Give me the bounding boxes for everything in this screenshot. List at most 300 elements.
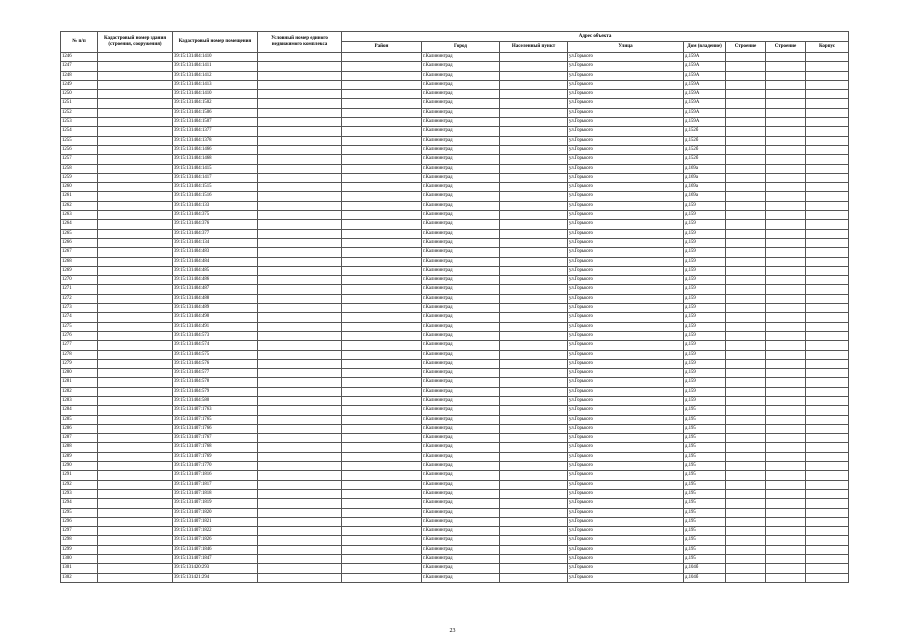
cell-complex xyxy=(258,350,342,359)
cell-building xyxy=(98,424,173,433)
cell-settlement xyxy=(500,71,568,80)
cell-house: д.169а xyxy=(684,192,726,201)
cell-room: 39:15:131404:1413 xyxy=(173,80,258,89)
cell-street: ул.Горького xyxy=(568,276,684,285)
cell-city: г.Калининград xyxy=(422,90,500,99)
cell-street: ул.Горького xyxy=(568,201,684,210)
cell-city: г.Калининград xyxy=(422,564,500,573)
cell-num: 1260 xyxy=(61,183,98,192)
cell-district xyxy=(342,369,422,378)
cell-num: 1277 xyxy=(61,341,98,350)
cell-num: 1282 xyxy=(61,387,98,396)
cell-room: 39:15:131407:1767 xyxy=(173,434,258,443)
cell-num: 1272 xyxy=(61,294,98,303)
cell-block xyxy=(806,573,849,582)
cell-structure xyxy=(766,396,806,405)
cell-city: г.Калининград xyxy=(422,294,500,303)
cell-city: г.Калининград xyxy=(422,183,500,192)
cell-corpus xyxy=(726,80,766,89)
cell-building xyxy=(98,471,173,480)
cell-structure xyxy=(766,192,806,201)
cell-room: 39:15:131404:1506 xyxy=(173,108,258,117)
cell-structure xyxy=(766,71,806,80)
cell-room: 39:15:131404:580 xyxy=(173,396,258,405)
cell-city: г.Калининград xyxy=(422,378,500,387)
cell-city: г.Калининград xyxy=(422,201,500,210)
cell-building xyxy=(98,564,173,573)
cell-block xyxy=(806,480,849,489)
cell-num: 1273 xyxy=(61,304,98,313)
cell-district xyxy=(342,192,422,201)
cell-structure xyxy=(766,331,806,340)
cell-city: г.Калининград xyxy=(422,173,500,182)
cell-num: 1300 xyxy=(61,555,98,564)
header-city: Город xyxy=(422,42,500,53)
cell-house: д.159 xyxy=(684,369,726,378)
cell-settlement xyxy=(500,294,568,303)
cell-house: д.195 xyxy=(684,489,726,498)
table-row xyxy=(61,108,849,117)
cell-settlement xyxy=(500,145,568,154)
cell-structure xyxy=(766,462,806,471)
cell-complex xyxy=(258,471,342,480)
cell-complex xyxy=(258,517,342,526)
cell-corpus xyxy=(726,276,766,285)
cell-street: ул.Горького xyxy=(568,155,684,164)
cell-corpus xyxy=(726,99,766,108)
cell-settlement xyxy=(500,276,568,285)
cell-structure xyxy=(766,266,806,275)
cell-street: ул.Горького xyxy=(568,369,684,378)
cell-room: 39:15:131407:1817 xyxy=(173,480,258,489)
cell-district xyxy=(342,350,422,359)
cell-district xyxy=(342,471,422,480)
cell-building xyxy=(98,527,173,536)
cell-district xyxy=(342,229,422,238)
cell-settlement xyxy=(500,387,568,396)
cell-settlement xyxy=(500,118,568,127)
cell-corpus xyxy=(726,387,766,396)
cell-structure xyxy=(766,452,806,461)
cell-room: 39:15:131404:377 xyxy=(173,229,258,238)
cell-num: 1264 xyxy=(61,220,98,229)
cell-building xyxy=(98,145,173,154)
cell-structure xyxy=(766,499,806,508)
cell-settlement xyxy=(500,285,568,294)
cell-corpus xyxy=(726,406,766,415)
cell-street: ул.Горького xyxy=(568,173,684,182)
cell-building xyxy=(98,517,173,526)
cell-corpus xyxy=(726,71,766,80)
cell-house: д.195 xyxy=(684,508,726,517)
cell-settlement xyxy=(500,229,568,238)
cell-complex xyxy=(258,573,342,582)
cell-building xyxy=(98,545,173,554)
cell-block xyxy=(806,285,849,294)
cell-house: д.159А xyxy=(684,108,726,117)
cell-city: г.Калининград xyxy=(422,220,500,229)
cell-building xyxy=(98,238,173,247)
cell-num: 1287 xyxy=(61,434,98,443)
cell-corpus xyxy=(726,136,766,145)
cell-district xyxy=(342,331,422,340)
cell-corpus xyxy=(726,517,766,526)
cell-street: ул.Горького xyxy=(568,145,684,154)
cell-structure xyxy=(766,480,806,489)
cell-district xyxy=(342,304,422,313)
cell-block xyxy=(806,276,849,285)
cell-district xyxy=(342,341,422,350)
table-row xyxy=(61,480,849,489)
cell-block xyxy=(806,406,849,415)
cell-room: 39:15:131404:578 xyxy=(173,378,258,387)
cell-house: д.159 xyxy=(684,359,726,368)
cell-structure xyxy=(766,201,806,210)
cell-structure xyxy=(766,350,806,359)
cell-block xyxy=(806,80,849,89)
cell-settlement xyxy=(500,80,568,89)
table-row xyxy=(61,443,849,452)
cell-complex xyxy=(258,136,342,145)
cell-corpus xyxy=(726,573,766,582)
cell-house: д.104б xyxy=(684,573,726,582)
cell-num: 1280 xyxy=(61,369,98,378)
cell-settlement xyxy=(500,322,568,331)
cell-settlement xyxy=(500,489,568,498)
cell-street: ул.Горького xyxy=(568,229,684,238)
cell-building xyxy=(98,164,173,173)
cell-room: 39:15:131407:1818 xyxy=(173,489,258,498)
cell-complex xyxy=(258,331,342,340)
cell-city: г.Калининград xyxy=(422,359,500,368)
cell-city: г.Калининград xyxy=(422,285,500,294)
cell-room: 39:15:131420:293 xyxy=(173,564,258,573)
cell-block xyxy=(806,183,849,192)
cell-block xyxy=(806,108,849,117)
cell-house: д.159 xyxy=(684,396,726,405)
cell-building xyxy=(98,248,173,257)
cell-district xyxy=(342,313,422,322)
cell-block xyxy=(806,173,849,182)
cell-room: 39:15:131404:486 xyxy=(173,276,258,285)
cell-street: ул.Горького xyxy=(568,266,684,275)
cell-district xyxy=(342,378,422,387)
cell-settlement xyxy=(500,341,568,350)
cell-street: ул.Горького xyxy=(568,80,684,89)
cell-settlement xyxy=(500,90,568,99)
cell-district xyxy=(342,555,422,564)
cell-city: г.Калининград xyxy=(422,396,500,405)
cell-complex xyxy=(258,313,342,322)
cell-room: 39:15:131404:1377 xyxy=(173,127,258,136)
cell-corpus xyxy=(726,145,766,154)
cell-building xyxy=(98,434,173,443)
cell-block xyxy=(806,266,849,275)
cell-block xyxy=(806,304,849,313)
cell-settlement xyxy=(500,220,568,229)
cell-house: д.159 xyxy=(684,341,726,350)
cell-structure xyxy=(766,248,806,257)
cell-corpus xyxy=(726,536,766,545)
cell-building xyxy=(98,406,173,415)
table-row xyxy=(61,211,849,220)
cell-building xyxy=(98,229,173,238)
cell-settlement xyxy=(500,192,568,201)
cell-structure xyxy=(766,527,806,536)
cell-street: ул.Горького xyxy=(568,257,684,266)
cell-corpus xyxy=(726,127,766,136)
cell-settlement xyxy=(500,350,568,359)
cell-room: 39:15:131404:490 xyxy=(173,313,258,322)
cell-building xyxy=(98,173,173,182)
cell-block xyxy=(806,443,849,452)
cell-house: д.159 xyxy=(684,211,726,220)
cell-room: 39:15:131407:1819 xyxy=(173,499,258,508)
cell-settlement xyxy=(500,369,568,378)
cell-room: 39:15:131404:485 xyxy=(173,266,258,275)
cell-complex xyxy=(258,443,342,452)
cell-street: ул.Горького xyxy=(568,127,684,136)
cell-settlement xyxy=(500,396,568,405)
cell-house: д.159А xyxy=(684,118,726,127)
cell-corpus xyxy=(726,201,766,210)
cell-block xyxy=(806,220,849,229)
cell-street: ул.Горького xyxy=(568,489,684,498)
table-row xyxy=(61,118,849,127)
cell-street: ул.Горького xyxy=(568,415,684,424)
cell-house: д.159А xyxy=(684,99,726,108)
cell-street: ул.Горького xyxy=(568,90,684,99)
cell-building xyxy=(98,155,173,164)
cell-complex xyxy=(258,145,342,154)
header-block: Корпус xyxy=(806,42,849,53)
cell-building xyxy=(98,378,173,387)
cell-num: 1258 xyxy=(61,164,98,173)
cell-num: 1296 xyxy=(61,517,98,526)
cell-city: г.Калининград xyxy=(422,136,500,145)
cell-corpus xyxy=(726,443,766,452)
cell-building xyxy=(98,462,173,471)
cell-corpus xyxy=(726,155,766,164)
cell-structure xyxy=(766,406,806,415)
table-row xyxy=(61,266,849,275)
cell-structure xyxy=(766,471,806,480)
table-row xyxy=(61,415,849,424)
page-number: 23 xyxy=(449,628,456,634)
cell-room: 39:15:131404:1415 xyxy=(173,164,258,173)
cell-house: д.159А xyxy=(684,53,726,62)
cell-room: 39:15:131421:294 xyxy=(173,573,258,582)
cell-district xyxy=(342,396,422,405)
table-row xyxy=(61,396,849,405)
table-row xyxy=(61,564,849,573)
cell-num: 1255 xyxy=(61,136,98,145)
cell-house: д.104б xyxy=(684,564,726,573)
cell-street: ул.Горького xyxy=(568,480,684,489)
cell-house: д.195 xyxy=(684,480,726,489)
cell-complex xyxy=(258,359,342,368)
table-row xyxy=(61,220,849,229)
cell-complex xyxy=(258,220,342,229)
cell-settlement xyxy=(500,508,568,517)
cell-complex xyxy=(258,183,342,192)
cell-complex xyxy=(258,90,342,99)
cell-house: д.159 xyxy=(684,322,726,331)
cell-district xyxy=(342,545,422,554)
cell-settlement xyxy=(500,517,568,526)
cell-complex xyxy=(258,527,342,536)
cell-complex xyxy=(258,71,342,80)
cell-block xyxy=(806,136,849,145)
table-row xyxy=(61,424,849,433)
cell-city: г.Калининград xyxy=(422,499,500,508)
cell-house: д.195 xyxy=(684,406,726,415)
cell-street: ул.Горького xyxy=(568,359,684,368)
cell-structure xyxy=(766,359,806,368)
cell-structure xyxy=(766,62,806,71)
cell-building xyxy=(98,387,173,396)
cell-building xyxy=(98,555,173,564)
cell-room: 39:15:131404:489 xyxy=(173,304,258,313)
table-row xyxy=(61,276,849,285)
cell-city: г.Калининград xyxy=(422,257,500,266)
cell-complex xyxy=(258,53,342,62)
cell-complex xyxy=(258,536,342,545)
cell-corpus xyxy=(726,108,766,117)
cell-room: 39:15:131407:1821 xyxy=(173,517,258,526)
cell-house: д.195 xyxy=(684,434,726,443)
cell-settlement xyxy=(500,359,568,368)
cell-corpus xyxy=(726,341,766,350)
cell-structure xyxy=(766,387,806,396)
cell-corpus xyxy=(726,434,766,443)
cell-building xyxy=(98,304,173,313)
table-row xyxy=(61,378,849,387)
table-row xyxy=(61,406,849,415)
cell-house: д.152б xyxy=(684,145,726,154)
cell-street: ул.Горького xyxy=(568,499,684,508)
cell-structure xyxy=(766,443,806,452)
cell-city: г.Калининград xyxy=(422,471,500,480)
cell-settlement xyxy=(500,415,568,424)
cell-house: д.159А xyxy=(684,90,726,99)
cell-city: г.Калининград xyxy=(422,304,500,313)
cell-district xyxy=(342,266,422,275)
table-row xyxy=(61,499,849,508)
cell-settlement xyxy=(500,99,568,108)
cell-house: д.159А xyxy=(684,80,726,89)
table-row xyxy=(61,359,849,368)
cell-building xyxy=(98,350,173,359)
cell-structure xyxy=(766,136,806,145)
table-row xyxy=(61,173,849,182)
cell-structure xyxy=(766,434,806,443)
cell-district xyxy=(342,90,422,99)
cell-building xyxy=(98,499,173,508)
cell-house: д.159А xyxy=(684,71,726,80)
cell-house: д.159 xyxy=(684,276,726,285)
cell-building xyxy=(98,294,173,303)
cell-city: г.Калининград xyxy=(422,462,500,471)
cell-street: ул.Горького xyxy=(568,378,684,387)
cell-corpus xyxy=(726,53,766,62)
cell-district xyxy=(342,359,422,368)
cell-city: г.Калининград xyxy=(422,322,500,331)
cell-city: г.Калининград xyxy=(422,480,500,489)
cell-city: г.Калининград xyxy=(422,313,500,322)
cell-complex xyxy=(258,266,342,275)
table-row xyxy=(61,471,849,480)
table-row xyxy=(61,192,849,201)
table-row xyxy=(61,331,849,340)
cell-complex xyxy=(258,248,342,257)
cell-house: д.195 xyxy=(684,462,726,471)
cell-building xyxy=(98,480,173,489)
cell-settlement xyxy=(500,406,568,415)
cell-num: 1262 xyxy=(61,201,98,210)
cell-street: ул.Горького xyxy=(568,545,684,554)
cell-settlement xyxy=(500,424,568,433)
cell-corpus xyxy=(726,396,766,405)
cell-block xyxy=(806,489,849,498)
cell-city: г.Калининград xyxy=(422,155,500,164)
cell-city: г.Калининград xyxy=(422,527,500,536)
cell-city: г.Калининград xyxy=(422,80,500,89)
cell-corpus xyxy=(726,462,766,471)
cell-corpus xyxy=(726,564,766,573)
cell-street: ул.Горького xyxy=(568,248,684,257)
cell-street: ул.Горького xyxy=(568,62,684,71)
cell-district xyxy=(342,62,422,71)
cell-room: 39:15:131404:1468 xyxy=(173,155,258,164)
table-row xyxy=(61,313,849,322)
cell-room: 39:15:131407:1770 xyxy=(173,462,258,471)
cell-settlement xyxy=(500,127,568,136)
cell-settlement xyxy=(500,155,568,164)
cell-room: 39:15:131407:1822 xyxy=(173,527,258,536)
cell-num: 1291 xyxy=(61,471,98,480)
cell-num: 1265 xyxy=(61,229,98,238)
cell-room: 39:15:131407:1826 xyxy=(173,536,258,545)
cell-street: ул.Горького xyxy=(568,387,684,396)
cell-block xyxy=(806,378,849,387)
cell-house: д.159 xyxy=(684,229,726,238)
cell-city: г.Калининград xyxy=(422,211,500,220)
cell-settlement xyxy=(500,378,568,387)
cell-corpus xyxy=(726,192,766,201)
cell-block xyxy=(806,396,849,405)
cell-city: г.Калининград xyxy=(422,62,500,71)
table-row xyxy=(61,387,849,396)
cell-corpus xyxy=(726,378,766,387)
cell-num: 1274 xyxy=(61,313,98,322)
table-row xyxy=(61,238,849,247)
cell-city: г.Калининград xyxy=(422,341,500,350)
cell-num: 1289 xyxy=(61,452,98,461)
cell-district xyxy=(342,285,422,294)
cell-structure xyxy=(766,220,806,229)
cell-block xyxy=(806,238,849,247)
cell-street: ул.Горького xyxy=(568,471,684,480)
cell-settlement xyxy=(500,462,568,471)
cell-district xyxy=(342,211,422,220)
table-row xyxy=(61,164,849,173)
cell-complex xyxy=(258,396,342,405)
table-row xyxy=(61,434,849,443)
cell-settlement xyxy=(500,480,568,489)
cell-house: д.152б xyxy=(684,155,726,164)
cell-block xyxy=(806,118,849,127)
